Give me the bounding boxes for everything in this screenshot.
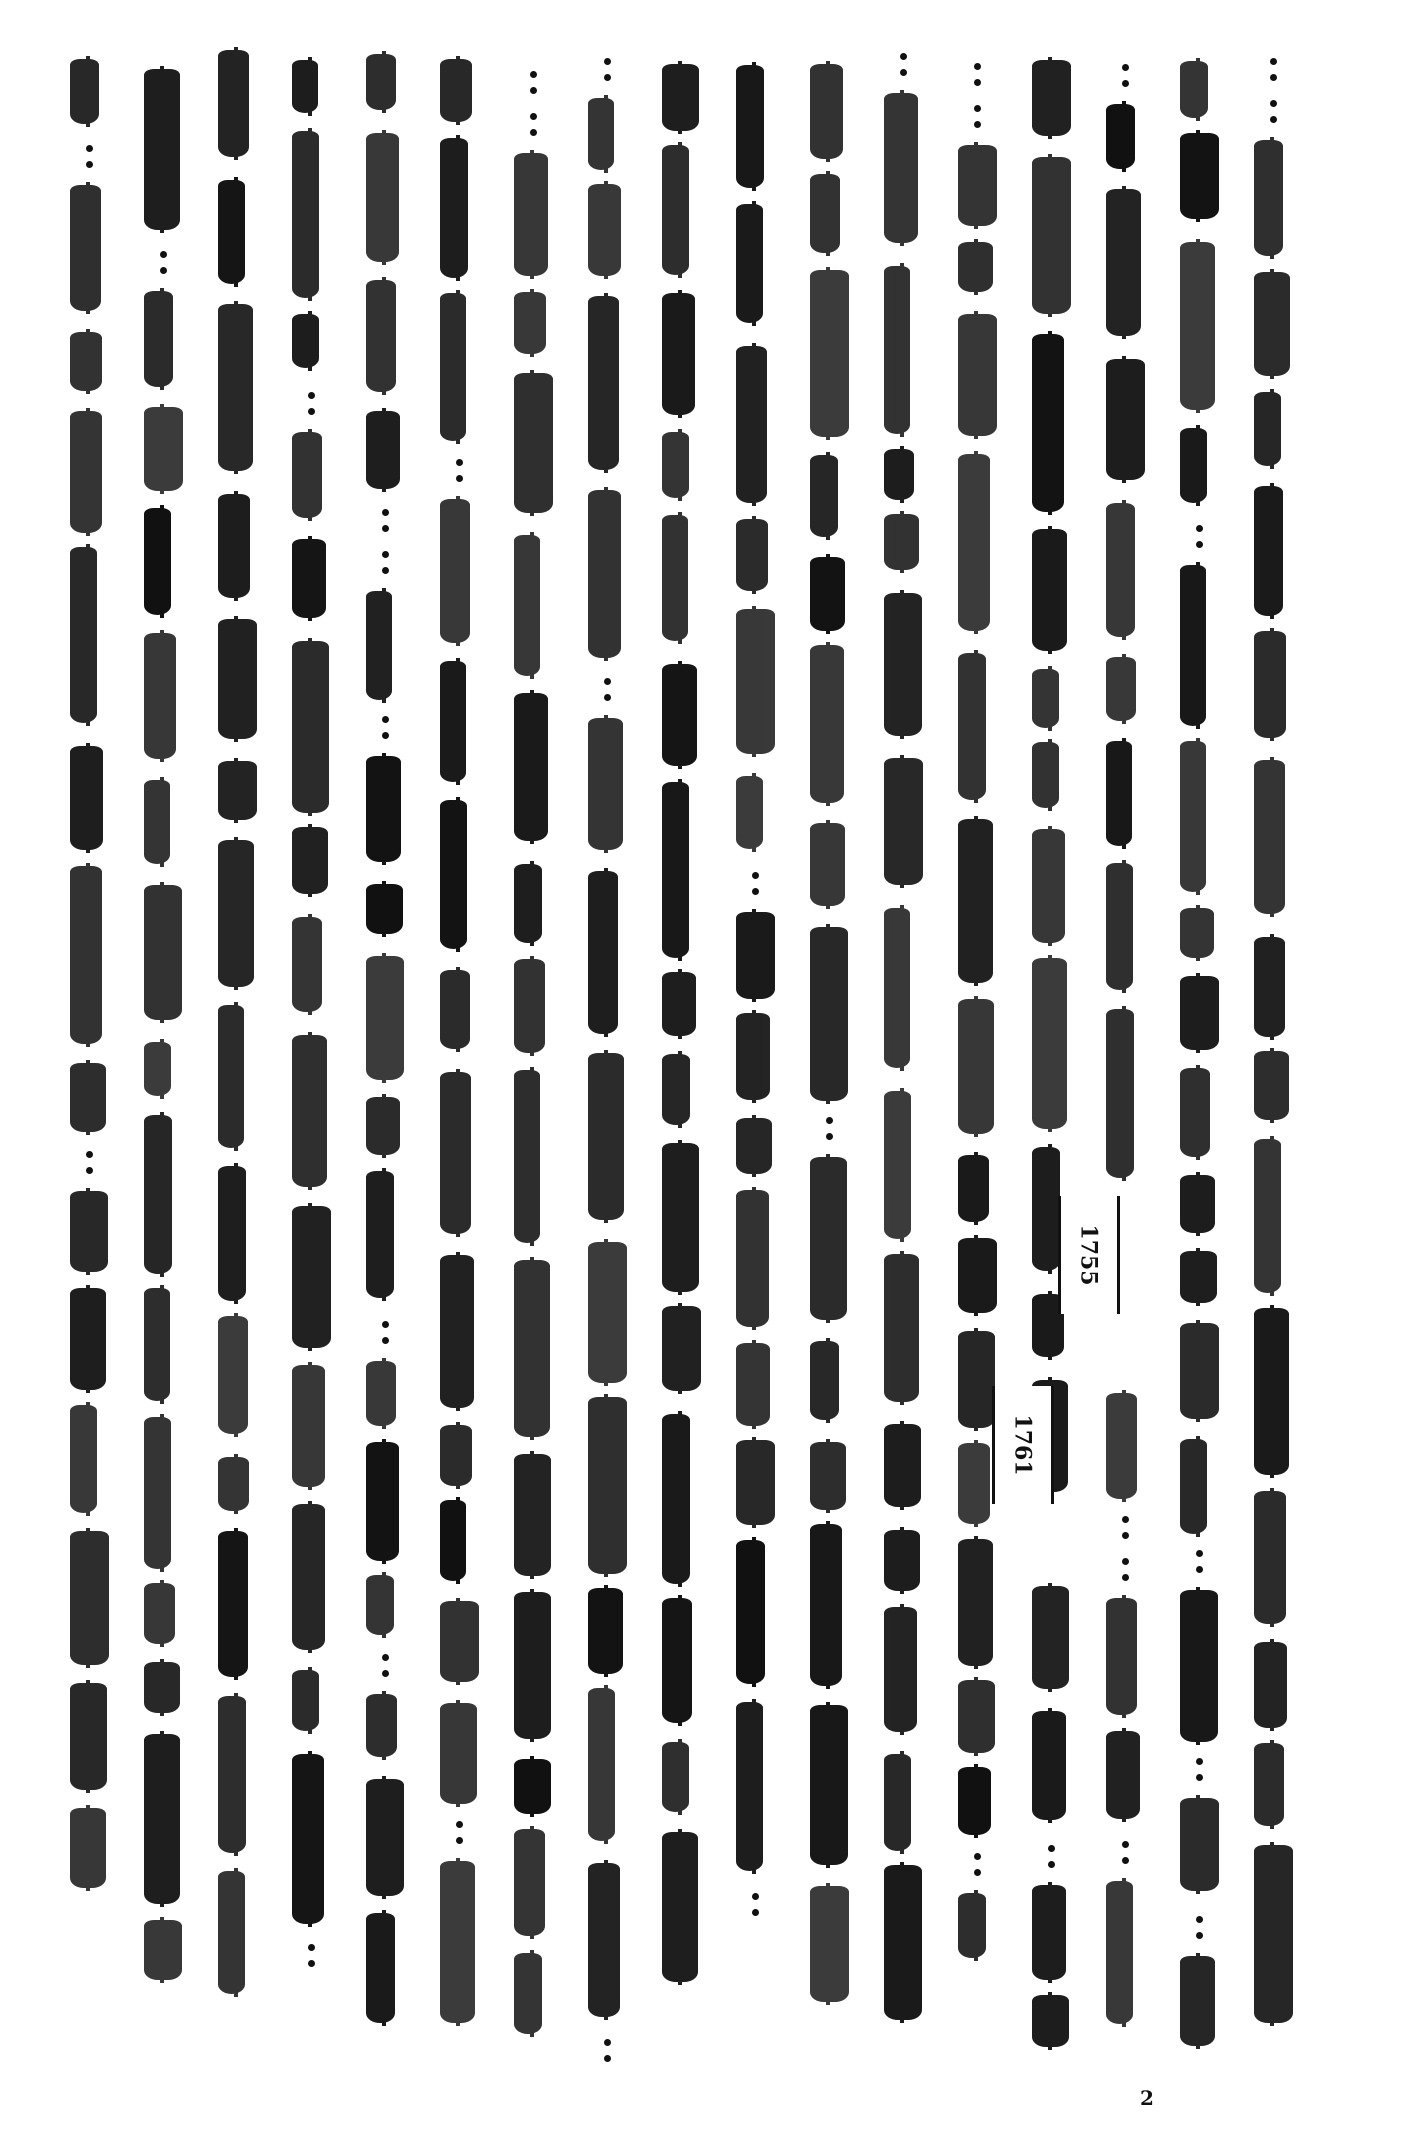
script-word — [588, 1863, 620, 2017]
script-word — [810, 1442, 846, 1510]
script-word — [1106, 189, 1141, 336]
script-word — [144, 508, 171, 615]
script-word — [1106, 104, 1135, 169]
script-word — [958, 1155, 989, 1222]
script-word — [1254, 272, 1290, 376]
script-word — [292, 1504, 325, 1650]
script-word — [1180, 1590, 1218, 1742]
script-word — [218, 761, 257, 820]
script-word — [292, 1365, 325, 1487]
script-word — [292, 60, 318, 113]
script-word — [70, 866, 102, 1044]
script-word — [1106, 1731, 1140, 1819]
script-word — [366, 591, 392, 700]
script-word — [884, 758, 923, 885]
script-word — [884, 514, 919, 570]
page-number: 2 — [1140, 2086, 1154, 2110]
punctuation-mark — [526, 111, 540, 141]
script-word — [292, 1206, 331, 1348]
script-word — [588, 871, 618, 1034]
script-word — [1180, 133, 1219, 219]
script-word — [1254, 937, 1285, 1037]
script-word — [810, 927, 848, 1101]
punctuation-mark — [1192, 1756, 1206, 1786]
punctuation-mark — [452, 1819, 466, 1849]
script-word — [1032, 1586, 1069, 1689]
script-word — [736, 204, 763, 323]
script-word — [810, 557, 845, 631]
script-word — [1254, 140, 1283, 256]
script-word — [884, 266, 910, 434]
script-word — [440, 1861, 475, 2023]
script-word — [884, 1530, 920, 1591]
script-word — [810, 64, 843, 159]
punctuation-mark — [378, 714, 392, 744]
script-word — [1032, 529, 1067, 651]
script-word — [440, 499, 470, 643]
script-word — [144, 1920, 182, 1980]
script-word — [70, 185, 101, 311]
script-word — [736, 65, 764, 188]
punctuation-mark — [600, 56, 614, 86]
script-word — [810, 645, 844, 803]
script-word — [662, 1143, 699, 1292]
script-word — [514, 1260, 550, 1437]
script-word — [70, 411, 102, 533]
script-word — [958, 1539, 993, 1666]
script-word — [218, 1005, 244, 1148]
text-column — [884, 40, 922, 2080]
text-column — [366, 40, 404, 2080]
script-word — [884, 1865, 922, 2020]
script-word — [514, 292, 546, 354]
text-columns — [70, 40, 1330, 2090]
script-word — [514, 535, 540, 676]
script-word — [514, 1953, 542, 2034]
script-word — [144, 69, 180, 230]
script-word — [440, 1500, 466, 1581]
script-word — [588, 98, 614, 170]
script-word — [292, 1754, 324, 1924]
punctuation-mark — [304, 390, 318, 420]
script-word — [1180, 1175, 1215, 1233]
script-word — [1106, 863, 1133, 990]
script-word — [218, 304, 253, 471]
script-word — [588, 1588, 623, 1674]
punctuation-mark — [378, 507, 392, 537]
script-word — [810, 823, 845, 906]
script-word — [218, 1316, 248, 1434]
script-word — [440, 293, 466, 441]
script-word — [1254, 1491, 1286, 1624]
punctuation-mark — [304, 1942, 318, 1972]
script-word — [1180, 1956, 1215, 2046]
script-word — [1254, 486, 1283, 616]
script-word — [736, 1118, 772, 1174]
script-word — [70, 1191, 108, 1272]
script-word — [810, 455, 838, 537]
script-word — [1254, 1139, 1281, 1293]
script-word — [1180, 741, 1206, 892]
script-word — [736, 1343, 770, 1426]
script-word — [1180, 1439, 1207, 1534]
script-word — [1032, 1885, 1066, 1980]
script-word — [218, 1871, 245, 1994]
text-column — [1180, 40, 1218, 2080]
script-word — [366, 1575, 394, 1635]
script-word — [1032, 669, 1059, 728]
script-word — [218, 50, 249, 157]
text-column — [144, 40, 182, 2080]
script-word — [958, 1767, 991, 1835]
script-word — [514, 864, 542, 943]
folio-marker-1755 — [1058, 1196, 1120, 1314]
punctuation-mark — [1192, 523, 1206, 553]
script-word — [588, 490, 621, 658]
script-word — [958, 819, 993, 983]
script-word — [1180, 61, 1208, 118]
punctuation-mark — [526, 69, 540, 99]
script-word — [588, 1242, 627, 1383]
punctuation-mark — [600, 2037, 614, 2067]
script-word — [736, 609, 775, 754]
script-word — [1032, 958, 1067, 1129]
script-word — [958, 454, 990, 631]
script-word — [1032, 1147, 1060, 1271]
script-word — [70, 1683, 107, 1790]
text-column — [218, 40, 256, 2080]
text-column — [440, 40, 478, 2080]
script-word — [1254, 1845, 1293, 2023]
script-word — [144, 633, 176, 759]
script-word — [1254, 1642, 1287, 1728]
punctuation-mark — [600, 676, 614, 706]
script-word — [884, 1754, 911, 1851]
script-word — [736, 1190, 769, 1327]
script-word — [440, 1703, 477, 1804]
text-column — [1032, 40, 1070, 2080]
punctuation-mark — [378, 1652, 392, 1682]
script-word — [736, 776, 763, 849]
text-column — [958, 40, 996, 2080]
script-word — [366, 1442, 399, 1561]
script-word — [70, 59, 99, 124]
script-word — [810, 1157, 847, 1320]
script-word — [958, 145, 997, 226]
script-word — [292, 1035, 327, 1187]
script-word — [1254, 1743, 1284, 1826]
script-word — [292, 131, 319, 298]
script-word — [514, 1592, 551, 1739]
script-word — [514, 1070, 540, 1243]
script-word — [366, 280, 396, 392]
script-word — [440, 970, 470, 1049]
script-word — [588, 1688, 615, 1841]
script-word — [144, 780, 170, 864]
script-word — [1032, 1711, 1066, 1820]
script-word — [218, 1166, 246, 1301]
script-word — [1180, 428, 1207, 503]
script-word — [1106, 1598, 1137, 1715]
script-word — [662, 145, 689, 275]
script-word — [70, 547, 97, 723]
script-word — [366, 1097, 400, 1155]
script-word — [218, 494, 250, 598]
punctuation-mark — [822, 1115, 836, 1145]
script-word — [662, 1598, 692, 1723]
script-word — [736, 1013, 770, 1100]
script-word — [884, 1607, 917, 1732]
folio-marker-1761 — [992, 1386, 1054, 1504]
script-word — [736, 912, 775, 999]
script-word — [662, 293, 695, 415]
script-word — [1254, 1308, 1289, 1475]
script-word — [366, 1779, 404, 1896]
text-column — [662, 40, 700, 2080]
script-word — [144, 1583, 175, 1644]
script-word — [1106, 359, 1145, 480]
script-word — [662, 972, 696, 1036]
script-word — [1106, 1009, 1134, 1178]
script-word — [884, 593, 922, 736]
script-word — [736, 1440, 775, 1525]
folio-marker-label: 1755 — [1076, 1224, 1103, 1286]
script-word — [144, 291, 173, 387]
script-word — [292, 917, 322, 1012]
script-word — [514, 153, 548, 276]
script-word — [366, 411, 400, 489]
punctuation-mark — [452, 457, 466, 487]
script-word — [884, 1424, 921, 1507]
script-word — [218, 619, 257, 739]
script-word — [144, 1417, 171, 1569]
punctuation-mark — [378, 1319, 392, 1349]
script-word — [218, 1531, 248, 1677]
script-word — [884, 1254, 919, 1402]
script-word — [366, 1361, 396, 1426]
script-word — [292, 827, 328, 894]
script-word — [662, 1306, 701, 1391]
script-word — [514, 693, 548, 841]
script-word — [1254, 392, 1281, 466]
script-word — [70, 746, 103, 850]
text-column — [292, 40, 330, 2080]
text-column — [70, 40, 108, 2080]
script-word — [662, 1414, 690, 1584]
script-word — [70, 1531, 109, 1665]
script-word — [366, 1694, 397, 1757]
punctuation-mark — [970, 103, 984, 133]
punctuation-mark — [82, 143, 96, 173]
script-word — [218, 180, 245, 284]
script-word — [958, 1238, 997, 1313]
script-word — [958, 242, 993, 292]
script-word — [440, 1255, 474, 1408]
text-column — [514, 40, 552, 2080]
script-word — [588, 1397, 627, 1574]
script-word — [736, 519, 768, 591]
script-word — [884, 449, 914, 500]
script-word — [144, 1662, 180, 1713]
script-word — [958, 1680, 995, 1753]
script-word — [144, 1288, 170, 1401]
script-word — [588, 184, 621, 276]
script-word — [884, 908, 910, 1068]
script-word — [1106, 1881, 1133, 2024]
punctuation-mark — [970, 61, 984, 91]
script-word — [144, 885, 182, 1020]
script-word — [662, 432, 689, 498]
script-word — [292, 314, 319, 368]
script-word — [292, 1670, 319, 1731]
script-word — [1180, 1068, 1210, 1157]
script-word — [70, 1288, 106, 1390]
punctuation-mark — [82, 1149, 96, 1179]
script-word — [70, 332, 102, 391]
script-word — [70, 1063, 106, 1132]
script-word — [810, 270, 849, 437]
script-word — [1180, 1251, 1217, 1303]
punctuation-mark — [748, 870, 762, 900]
script-word — [1180, 242, 1215, 410]
script-word — [958, 999, 994, 1134]
script-word — [958, 653, 986, 800]
script-word — [736, 346, 767, 503]
script-word — [1032, 829, 1065, 943]
script-word — [1106, 657, 1136, 721]
punctuation-mark — [1118, 1514, 1132, 1544]
script-word — [1032, 157, 1071, 314]
punctuation-mark — [1044, 1843, 1058, 1873]
script-word — [70, 1405, 97, 1513]
punctuation-mark — [1118, 1556, 1132, 1586]
script-word — [366, 133, 399, 262]
script-word — [884, 1091, 911, 1239]
script-word — [440, 59, 472, 122]
script-word — [366, 1171, 394, 1298]
punctuation-mark — [1266, 98, 1280, 128]
punctuation-mark — [378, 549, 392, 579]
script-word — [1032, 1995, 1069, 2047]
script-word — [958, 1331, 995, 1428]
script-word — [1180, 565, 1206, 726]
script-word — [440, 138, 468, 278]
folio-marker-label: 1761 — [1010, 1414, 1037, 1476]
script-word — [958, 314, 997, 436]
script-word — [588, 296, 619, 470]
script-word — [70, 1808, 106, 1888]
script-word — [366, 956, 404, 1080]
script-word — [440, 661, 466, 782]
script-word — [292, 539, 326, 618]
script-word — [588, 1053, 624, 1220]
script-word — [736, 1540, 765, 1684]
script-word — [884, 93, 918, 243]
punctuation-mark — [1192, 1548, 1206, 1578]
script-word — [662, 515, 688, 641]
script-word — [514, 1454, 551, 1576]
script-word — [588, 718, 623, 850]
script-word — [662, 664, 697, 766]
script-word — [662, 1054, 690, 1125]
punctuation-mark — [1192, 1914, 1206, 1944]
text-column — [1106, 40, 1144, 2080]
script-word — [514, 1759, 551, 1814]
script-word — [292, 641, 329, 813]
script-word — [440, 1425, 472, 1486]
script-word — [662, 64, 699, 131]
text-column — [810, 40, 848, 2080]
script-word — [514, 373, 553, 513]
punctuation-mark — [156, 249, 170, 279]
script-word — [736, 1702, 763, 1871]
script-word — [810, 1886, 849, 2002]
script-word — [514, 1829, 545, 1936]
script-word — [144, 407, 183, 491]
script-word — [1254, 760, 1285, 914]
script-word — [440, 800, 467, 949]
punctuation-mark — [748, 1891, 762, 1921]
text-column — [1254, 40, 1292, 2080]
script-word — [1180, 908, 1214, 958]
script-word — [440, 1072, 471, 1234]
script-word — [810, 1524, 842, 1686]
script-word — [366, 884, 403, 934]
punctuation-mark — [1118, 1839, 1132, 1869]
punctuation-mark — [970, 1851, 984, 1881]
punctuation-mark — [896, 51, 910, 81]
script-word — [440, 1601, 479, 1682]
script-word — [958, 1443, 990, 1524]
script-word — [366, 756, 401, 862]
script-word — [810, 1341, 839, 1420]
script-word — [1180, 976, 1219, 1050]
script-word — [810, 1705, 848, 1865]
script-word — [1180, 1323, 1219, 1419]
text-column — [588, 40, 626, 2080]
punctuation-mark — [1118, 62, 1132, 92]
script-word — [366, 54, 396, 110]
script-word — [218, 1457, 249, 1511]
script-word — [810, 174, 840, 253]
script-word — [366, 1913, 395, 2023]
script-word — [144, 1115, 172, 1274]
script-word — [1106, 741, 1132, 846]
script-word — [1032, 60, 1071, 136]
script-word — [662, 1832, 698, 1982]
script-word — [1106, 503, 1135, 637]
script-word — [1106, 1393, 1137, 1499]
script-word — [144, 1734, 180, 1904]
script-word — [662, 782, 689, 958]
script-word — [144, 1042, 171, 1096]
script-word — [218, 1696, 246, 1853]
script-word — [1180, 1798, 1219, 1891]
script-word — [514, 959, 545, 1053]
text-column — [736, 40, 774, 2080]
script-word — [662, 1742, 689, 1812]
script-word — [1032, 742, 1059, 808]
script-word — [958, 1893, 986, 1958]
script-word — [292, 432, 322, 518]
punctuation-mark — [1266, 56, 1280, 86]
script-word — [218, 840, 254, 987]
script-word — [1254, 1051, 1289, 1120]
script-word — [1254, 631, 1286, 738]
script-word — [1032, 334, 1064, 512]
